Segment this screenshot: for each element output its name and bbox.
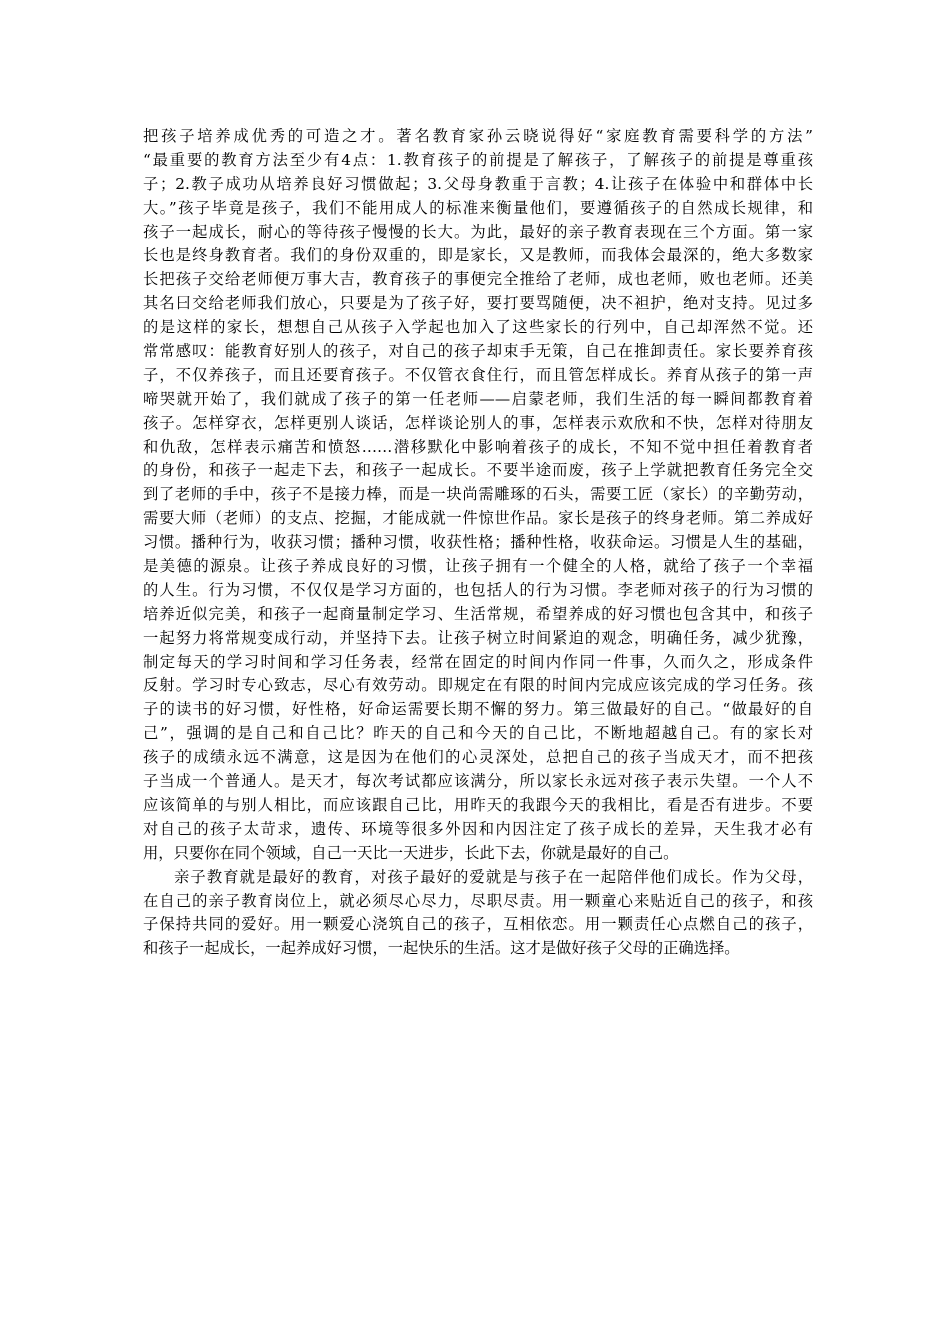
text-line: 常常感叹：能教育好别人的孩子，对自己的孩子却束手无策，自己在推卸责任。家长要养育孩: [143, 342, 813, 361]
text-line: 其名曰交给老师我们放心，只要是为了孩子好，要打要骂随便，决不袒护，绝对支持。见过多: [143, 294, 813, 313]
document-body: [143, 125, 813, 961]
paragraph-2: [143, 866, 813, 962]
text-line: 己”，强调的是自己和自己比？昨天的自己和今天的自己比，不断地超越自己。有的家长对: [143, 724, 813, 743]
text-line: 孩子一起成长，耐心的等待孩子慢慢的长大。为此，最好的亲子教育表现在三个方面。第一家: [143, 222, 813, 241]
text-line: 需要大师（老师）的支点、挖掘，才能成就一件惊世作品。家长是孩子的终身老师。第二养成好: [143, 509, 813, 528]
text-line: 子当成一个普通人。是天才，每次考试都应该满分，所以家长永远对孩子表示失望。一个人不: [143, 772, 813, 791]
text-line: 用，只要你在同个领域，自己一天比一天进步，长此下去，你就是最好的自己。: [143, 843, 679, 862]
text-line: 应该简单的与别人相比，而应该跟自己比，用昨天的我跟今天的我相比，看是否有进步。不要: [143, 795, 813, 814]
paragraph-1: [143, 125, 813, 866]
text-line: 的是这样的家长，想想自己从孩子入学起也加入了这些家长的行列中，自己却浑然不觉。还: [143, 318, 813, 337]
text-line: 是美德的源泉。让孩子养成良好的习惯，让孩子拥有一个健全的人格，就给了孩子一个幸福: [143, 557, 813, 576]
text-line: 啼哭就开始了，我们就成了孩子的第一任老师——启蒙老师，我们生活的每一瞬间都教育着: [143, 389, 813, 408]
text-line: 一起努力将常规变成行动，并坚持下去。让孩子树立时间紧迫的观念，明确任务，减少犹豫，: [143, 628, 813, 647]
text-line: 到了老师的手中，孩子不是接力棒，而是一块尚需雕琢的石头，需要工匠（家长）的辛勤劳动，: [143, 485, 813, 504]
text-line: 制定每天的学习时间和学习任务表，经常在固定的时间内作同一件事，久而久之，形成条件: [143, 652, 813, 671]
text-line: 反射。学习时专心致志，尽心有效劳动。即规定在有限的时间内完成应该完成的学习任务。孩: [143, 676, 813, 695]
text-line: 大。”孩子毕竟是孩子，我们不能用成人的标准来衡量他们，要遵循孩子的自然成长规律，和: [143, 198, 813, 217]
text-line: 的人生。行为习惯，不仅仅是学习方面的，也包括人的行为习惯。李老师对孩子的行为习惯的: [143, 580, 813, 599]
text-line: 子，不仅养孩子，而且还要育孩子。不仅管衣食住行，而且管怎样成长。养育从孩子的第一声: [143, 365, 813, 384]
text-line: 长也是终身教育者。我们的身份双重的，即是家长，又是教师，而我体会最深的，绝大多数家: [143, 246, 813, 265]
text-line: 长把孩子交给老师便万事大吉，教育孩子的事便完全推给了老师，成也老师，败也老师。还美: [143, 270, 813, 289]
text-line: 子；2.教子成功从培养良好习惯做起；3.父母身教重于言教；4.让孩子在体验中和群体中长: [143, 174, 813, 193]
text-line: 把孩子培养成优秀的可造之才。著名教育家孙云晓说得好“家庭教育需要科学的方法”: [143, 127, 813, 145]
text-line: 对自己的孩子太苛求，遗传、环境等很多外因和内因注定了孩子成长的差异，天生我才必有: [143, 819, 813, 838]
text-line: 习惯。播种行为，收获习惯；播种习惯，收获性格；播种性格，收获命运。习惯是人生的基础，: [143, 533, 813, 552]
text-line: 亲子教育就是最好的教育，对孩子最好的爱就是与孩子在一起陪伴他们成长。作为父母，: [174, 867, 813, 886]
text-line: 和仇敌，怎样表示痛苦和愤怒……潜移默化中影响着孩子的成长，不知不觉中担任着教育者: [143, 437, 813, 456]
text-line: 孩子。怎样穿衣，怎样更别人谈话，怎样谈论别人的事，怎样表示欢欣和不快，怎样对待朋友: [143, 413, 813, 432]
text-line: 子的读书的好习惯，好性格，好命运需要长期不懈的努力。第三做最好的自己。“做最好的自: [143, 700, 813, 719]
text-line: 和孩子一起成长，一起养成好习惯，一起快乐的生活。这才是做好孩子父母的正确选择。: [143, 939, 740, 958]
text-line: 的身份，和孩子一起走下去，和孩子一起成长。不要半途而废，孩子上学就把教育任务完全交: [143, 461, 813, 480]
text-line: 孩子的成绩永远不满意，这是因为在他们的心灵深处，总把自己的孩子当成天才，而不把孩: [143, 748, 813, 767]
text-line: 子保持共同的爱好。用一颗爱心浇筑自己的孩子，互相依恋。用一颗责任心点燃自己的孩子，: [143, 915, 813, 934]
text-line: “最重要的教育方法至少有4点：1.教育孩子的前提是了解孩子，了解孩子的前提是尊重孩: [143, 150, 813, 169]
text-line: 培养近似完美，和孩子一起商量制定学习、生活常规，希望养成的好习惯也包含其中，和孩子: [143, 604, 813, 623]
text-line: 在自己的亲子教育岗位上，就必须尽心尽力，尽职尽责。用一颗童心来贴近自己的孩子，和孩: [143, 891, 813, 910]
